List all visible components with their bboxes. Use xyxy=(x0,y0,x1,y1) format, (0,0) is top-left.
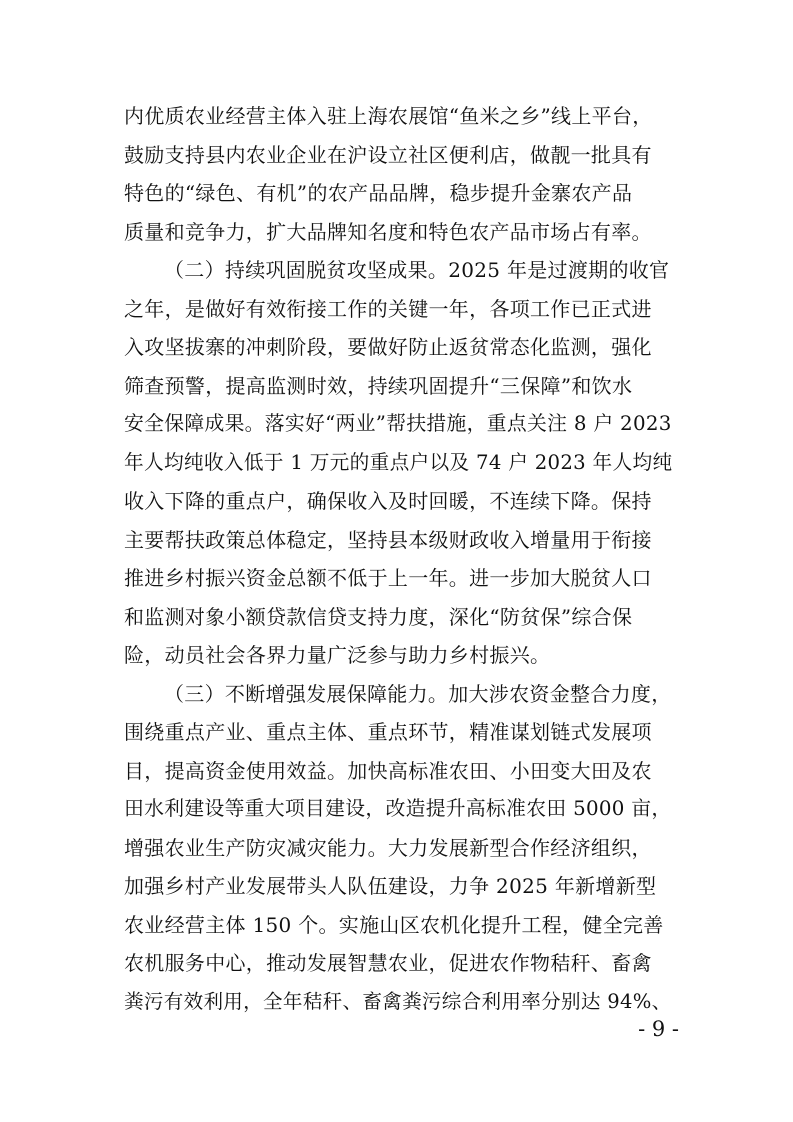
text-line: 田水利建设等重大项目建设，改造提升高标准农田 5000 亩， xyxy=(124,797,672,820)
text-line: 质量和竞争力，扩大品牌知名度和特色农产品市场占有率。 xyxy=(124,219,652,244)
text-line: 目，提高资金使用效益。加快高标准农田、小田变大田及农 xyxy=(124,758,652,783)
text-line: 主要帮扶政策总体稳定，坚持县本级财政收入增量用于衔接 xyxy=(124,527,652,552)
text-line: 安全保障成果。落实好“两业”帮扶措施，重点关注 8 户 2023 xyxy=(124,412,672,435)
text-line: 农机服务中心，推动发展智慧农业，促进农作物秸秆、畜禽 xyxy=(124,951,652,975)
text-line: 收入下降的重点户，确保收入及时回暖，不连续下降。保持 xyxy=(124,489,652,513)
text-line: 鼓励支持县内农业企业在沪设立社区便利店，做靓一批具有 xyxy=(124,142,652,167)
text-line: 特色的“绿色、有机”的农产品品牌，稳步提升金寨农产品 xyxy=(124,181,633,205)
text-line: （二）持续巩固脱贫攻坚成果。2025 年是过渡期的收官 xyxy=(164,258,670,282)
text-line: 筛查预警，提高监测时效，持续巩固提升“三保障”和饮水 xyxy=(124,373,633,398)
text-line: 推进乡村振兴资金总额不低于上一年。进一步加大脱贫人口 xyxy=(124,566,652,590)
text-line: 入攻坚拔寨的冲刺阶段，要做好防止返贫常态化监测，强化 xyxy=(124,335,652,359)
text-line: 险，动员社会各界力量广泛参与助力乡村振兴。 xyxy=(124,643,551,667)
body-text xyxy=(124,97,672,1021)
text-line: 内优质农业经营主体入驻上海农展馆“鱼米之乡”线上平台， xyxy=(124,104,653,128)
text-line: 加强乡村产业发展带头人队伍建设，力争 2025 年新增新型 xyxy=(124,874,657,898)
text-line: 和监测对象小额贷款信贷支持力度，深化“防贫保”综合保 xyxy=(124,604,633,629)
text-line: 围绕重点产业、重点主体、重点环节，精准谋划链式发展项 xyxy=(124,720,652,744)
text-line: 农业经营主体 150 个。实施山区农机化提升工程，健全完善 xyxy=(124,912,664,937)
text-line: 之年，是做好有效衔接工作的关键一年，各项工作已正式进 xyxy=(124,296,652,321)
text-line: 粪污有效利用，全年秸秆、畜禽粪污综合利用率分别达 94%、 xyxy=(124,989,672,1013)
text-line: 年人均纯收入低于 1 万元的重点户以及 74 户 2023 年人均纯 xyxy=(124,450,673,474)
page-number: - 9 - xyxy=(638,1017,679,1041)
text-line: （三）不断增强发展保障能力。加大涉农资金整合力度， xyxy=(164,681,672,706)
text-line: 增强农业生产防灾减灾能力。大力发展新型合作经济组织， xyxy=(124,835,652,860)
